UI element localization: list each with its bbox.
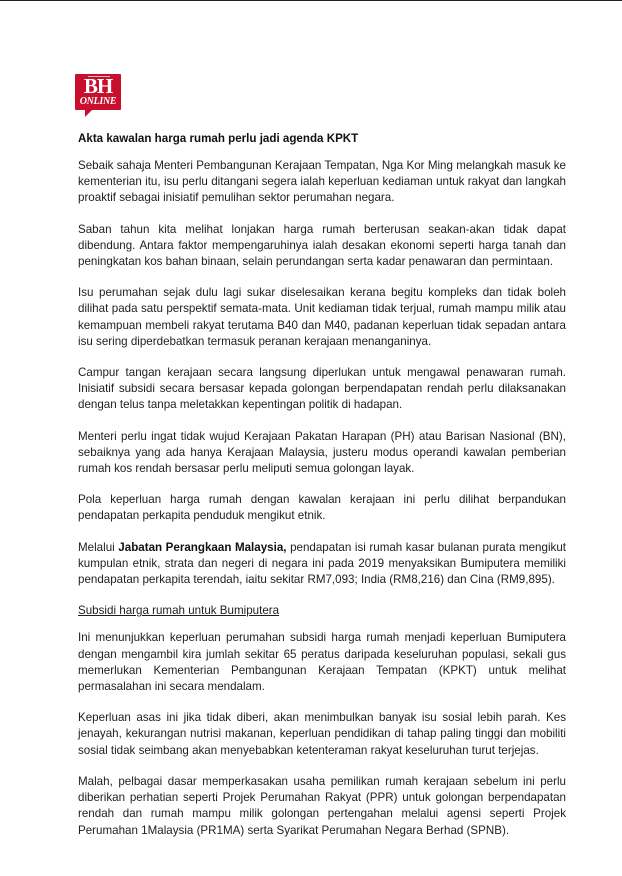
stats-prefix: Melalui	[78, 540, 119, 554]
paragraph-10: Malah, pelbagai dasar memperkasakan usaha pemilikan rumah kerajaan sebelum ini perlu diberikan perhatian seperti Projek Perumahan Rakyat (PPR) untuk golongan berpendapatan rendah dan rumah mampu milik golongan pertengahan melalui agensi seperti Projek Perumahan 1Malaysia (PR1MA) serta Syarikat Perumahan Negara Berhad (SPNB).	[78, 774, 566, 837]
article-title: Akta kawalan harga rumah perlu jadi agenda KPKT	[78, 132, 359, 145]
article-body	[78, 131, 566, 854]
paragraph-9: Keperluan asas ini jika tidak diberi, akan menimbulkan banyak isu sosial lebih parah. Kes jenayah, kekurangan nutrisi makanan, keperluan pendidikan di tahap paling tinggi dan mobiliti sosial tidak seimbang akan menyebabkan ketenteraman rakyat keseluruhan turut terjejas.	[78, 711, 566, 757]
logo-sub-text: ONLINE	[79, 96, 117, 107]
paragraph-5: Menteri perlu ingat tidak wujud Kerajaan Pakatan Harapan (PH) atau Barisan Nasional (BN), sebaiknya yang ada hanya Kerajaan Malaysia, justeru modus operandi kawalan pemberian rumah kos rendah bersasar perlu meliputi semua golongan layak.	[78, 429, 566, 476]
stats-source-bold: Jabatan Perangkaan Malaysia,	[118, 540, 287, 554]
paragraph-6: Pola keperluan harga rumah dengan kawalan kerajaan ini perlu dilihat berpandukan pendapatan perkapita penduduk mengikut etnik.	[78, 493, 566, 523]
paragraph-1: Sebaik sahaja Menteri Pembangunan Kerajaan Tempatan, Nga Kor Ming melangkah masuk ke kementerian itu, isu perlu ditangani segera ialah keperluan kediaman untuk rakyat dan langkah proaktif sebagai inisiatif pemulihan sektor perumahan negara.	[78, 159, 566, 205]
paragraph-3: Isu perumahan sejak dulu lagi sukar diselesaikan kerana begitu kompleks dan tidak boleh dilihat pada satu perspektif semata-mata. Unit kediaman tidak terjual, rumah mampu milik atau kemampuan membeli rakyat terutama B40 dan M40, padanan keperluan tidak sepadan antara isu sering diperdebatkan termasuk peranan kerajaan menanganinya.	[78, 286, 566, 348]
paragraph-stats	[78, 540, 566, 589]
paragraph-8: Ini menunjukkan keperluan perumahan subsidi harga rumah menjadi keperluan Bumiputera dengan mengambil kira jumlah sekitar 65 peratus daripada keseluruhan populasi, sekali gus memerlukan Kementerian Pembangunan Kerajaan Tempatan (KPKT) untuk melihat permasalahan ini secara mendalam.	[78, 631, 566, 694]
bh-online-logo	[75, 74, 121, 110]
paragraph-4: Campur tangan kerajaan secara langsung diperlukan untuk mengawal penawaran rumah. Inisiatif subsidi secara bersasar kepada golongan berpendapatan rendah perlu dilaksanakan dengan telus tanpa meletakkan kepentingan politik di hadapan.	[78, 366, 566, 412]
logo-main-text: BH	[83, 74, 113, 98]
section-subheading: Subsidi harga rumah untuk Bumiputera	[78, 604, 280, 618]
stats-rest: pendapatan isi rumah kasar bulanan purata mengikut kumpulan etnik, strata dan negeri di negara ini pada 2019 menyaksikan Bumiputera memiliki pendapatan perkapita terendah, iaitu sekitar RM7,093; India (RM8,216) dan Cina (RM9,895).	[78, 540, 566, 587]
paragraph-2: Saban tahun kita melihat lonjakan harga rumah berterusan seakan-akan tidak dapat dibendung. Antara faktor mempengaruhinya ialah desakan ekonomi seperti harga tanah dan peningkatan kos bahan binaan, selain perundangan serta kadar penawaran dan permintaan.	[78, 222, 566, 269]
top-border-line	[0, 0, 622, 1]
